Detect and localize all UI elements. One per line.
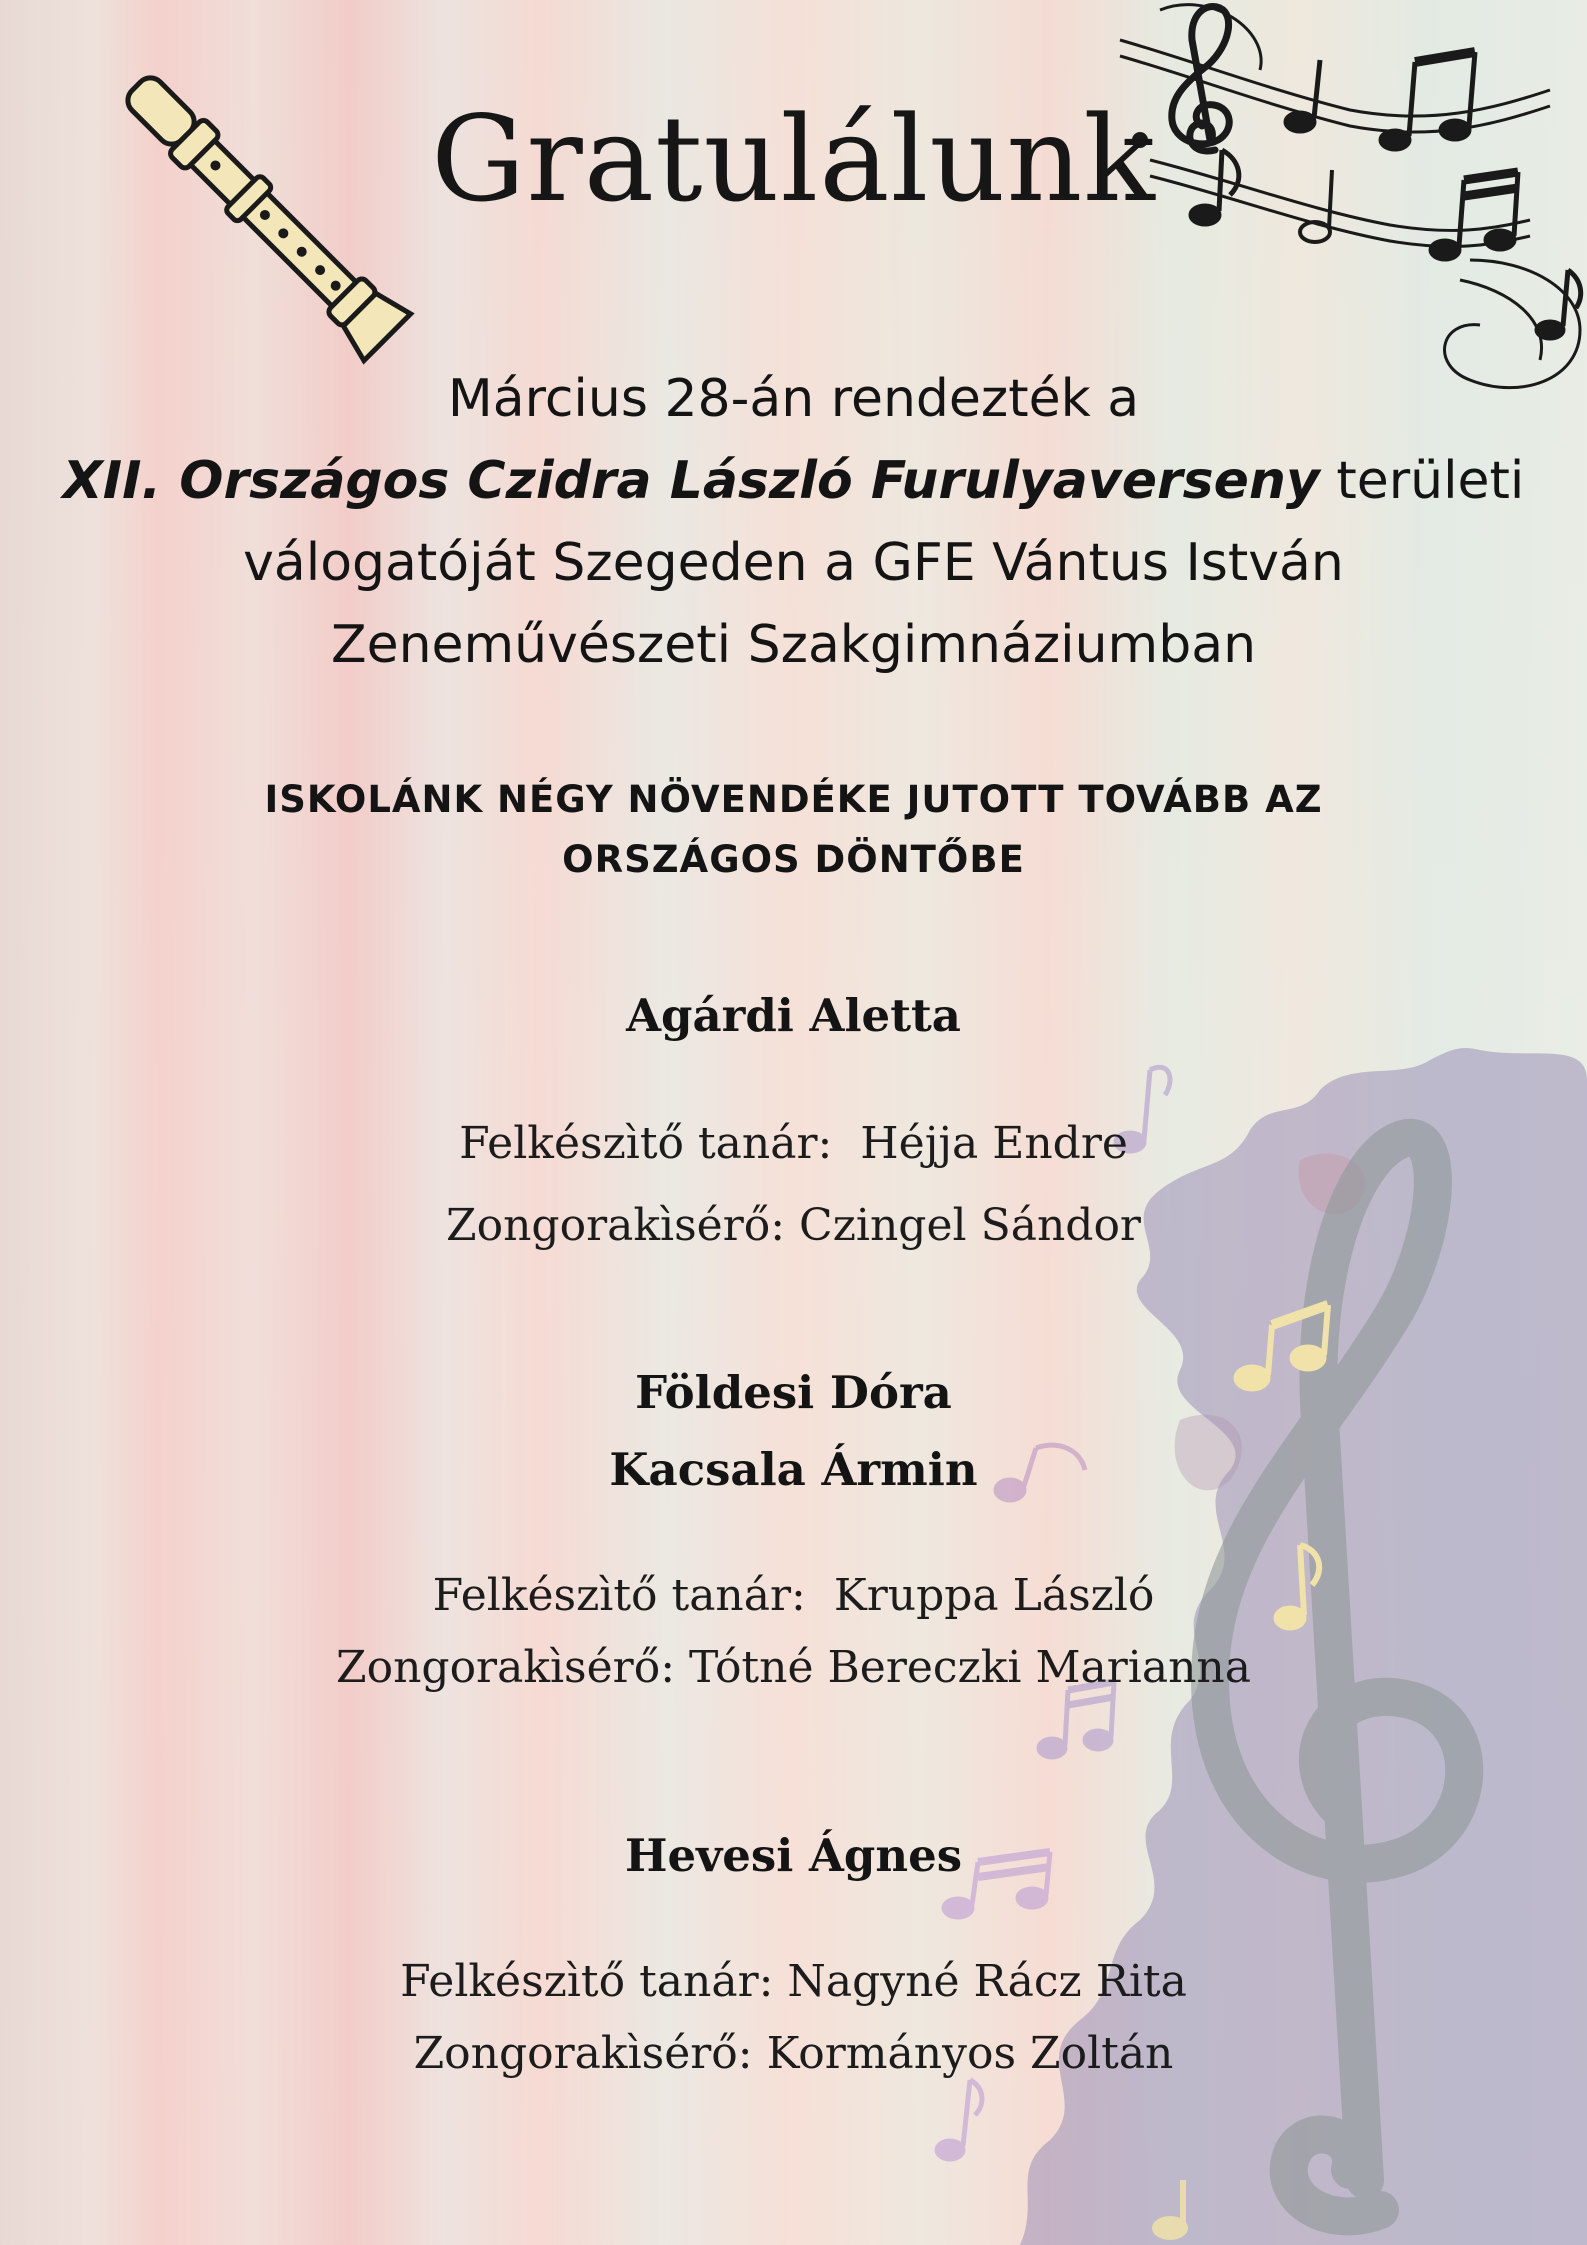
intro-line-1: Március 28-án rendezték a (447, 369, 1140, 429)
page-title: Gratulálunk (431, 90, 1156, 228)
intro-line-3: válogatóját Szegeden a GFE Vántus István (243, 533, 1344, 593)
accompanist-line: Zongorakìsérő: Kormányos Zoltán (413, 2028, 1174, 2079)
intro-text (20, 358, 1567, 686)
competition-name: XII. Országos Czidra László Furulyaverseny (62, 451, 1320, 511)
student-name: Hevesi Ágnes (624, 1829, 963, 1882)
accompanist-line: Zongorakìsérő: Czingel Sándor (446, 1200, 1141, 1251)
intro-line-4: Zeneművészeti Szakgimnáziumban (330, 615, 1257, 675)
intro-line-2: területi (1319, 451, 1525, 511)
headline: ISKOLÁNK NÉGY NÖVENDÉKE JUTOTT TOVÁBB AZ ORSZÁGOS DÖNTŐBE (264, 778, 1323, 881)
student-name: Földesi Dóra (635, 1366, 952, 1419)
teacher-line: Felkészìtő tanár: Héjja Endre (459, 1118, 1128, 1169)
student-name: Agárdi Aletta (626, 989, 961, 1042)
student-name: Kacsala Ármin (609, 1443, 978, 1496)
teacher-line: Felkészìtő tanár: Nagyné Rácz Rita (400, 1956, 1187, 2007)
accompanist-line: Zongorakìsérő: Tótné Bereczki Marianna (336, 1642, 1251, 1693)
teacher-line: Felkészìtő tanár: Kruppa László (432, 1570, 1155, 1621)
